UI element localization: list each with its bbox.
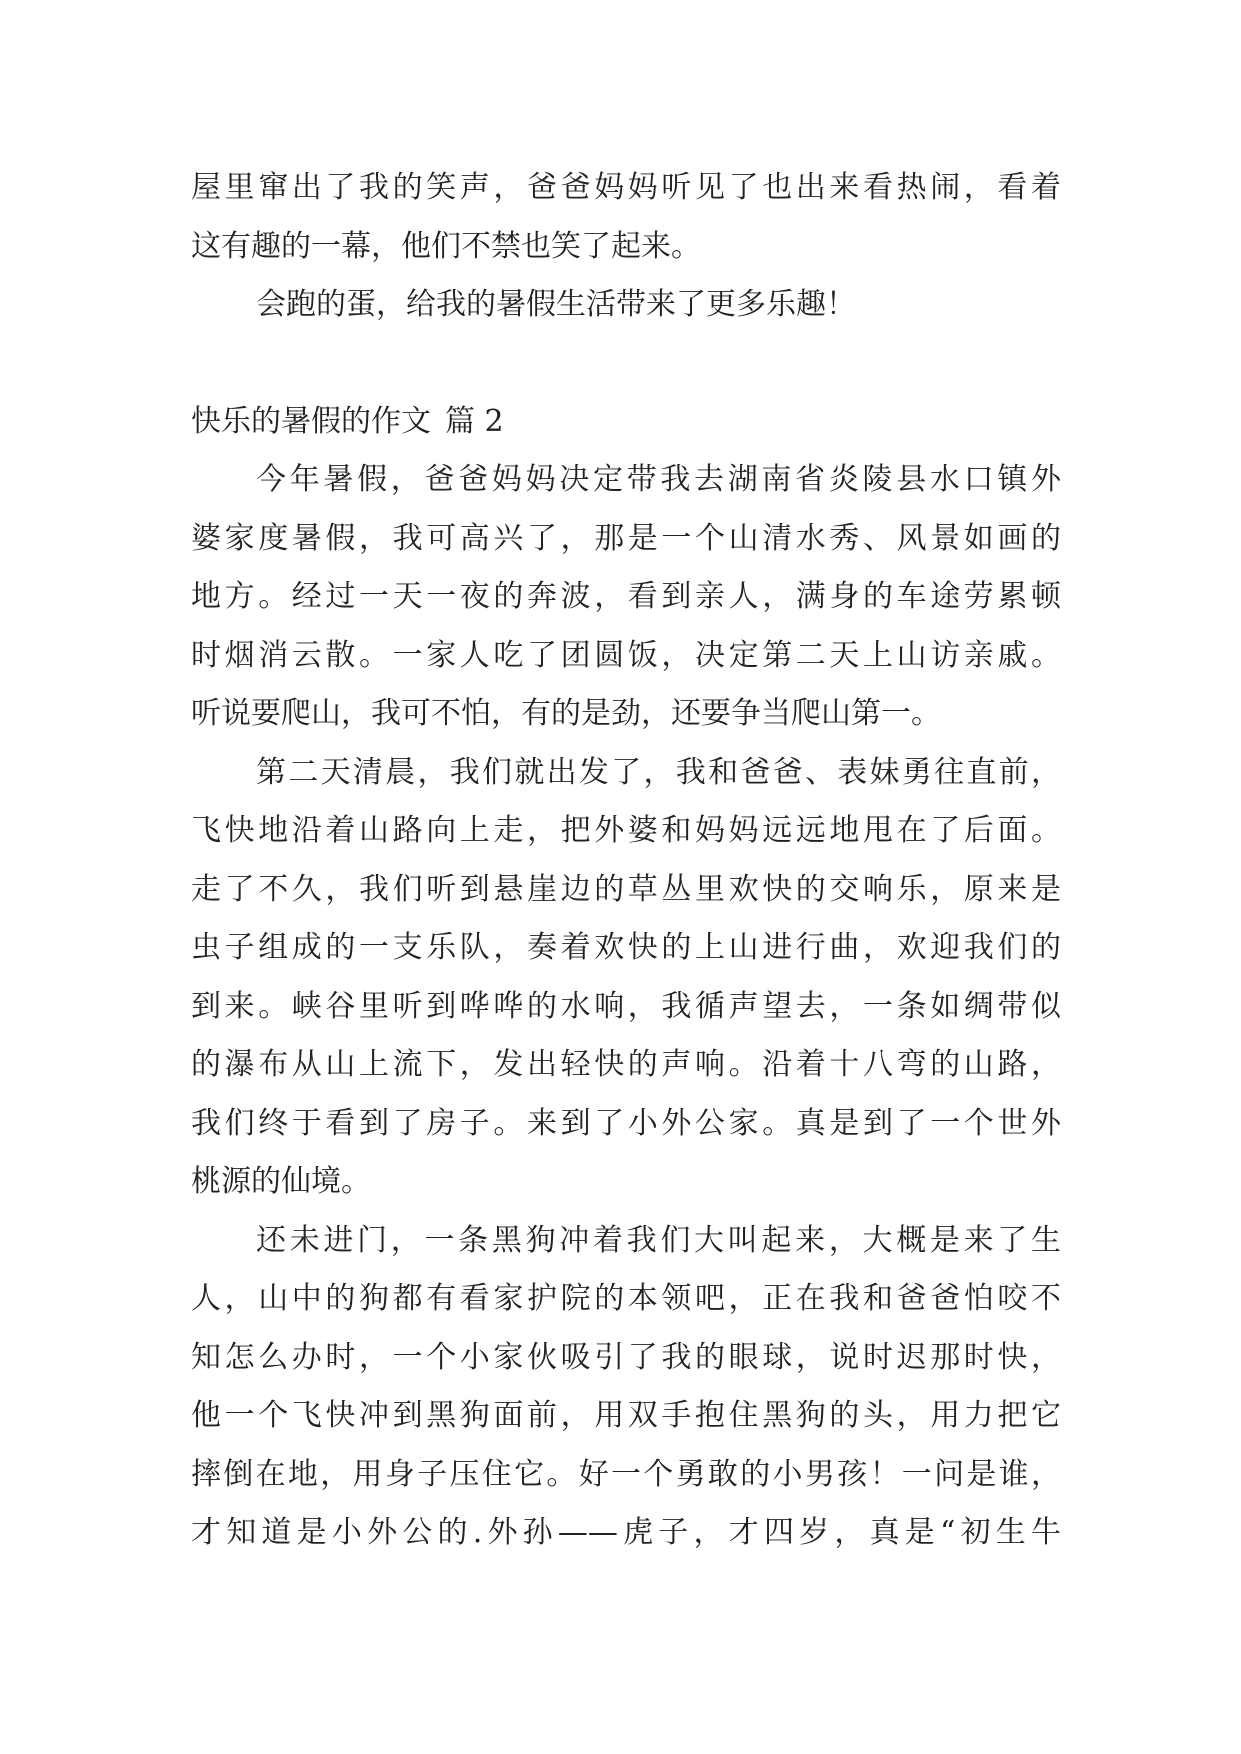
text-line: 第二天清晨，我们就出发了，我和爸爸、表妹勇往直前， bbox=[256, 754, 1061, 790]
section-heading bbox=[191, 393, 1061, 452]
section-title: 快乐的暑假的作文 bbox=[191, 403, 431, 439]
text-line: 知怎么办时，一个小家伙吸引了我的眼球，说时迟那时快， bbox=[191, 1339, 1061, 1375]
text-line: 走了不久，我们听到悬崖边的草丛里欢快的交响乐，原来是 bbox=[191, 871, 1061, 907]
text-line: 听说要爬山，我可不怕，有的是劲，还要争当爬山第一。 bbox=[191, 696, 941, 731]
text-line: 婆家度暑假，我可高兴了，那是一个山清水秀、风景如画的 bbox=[191, 520, 1061, 556]
text-line: 我们终于看到了房子。来到了小外公家。真是到了一个世外 bbox=[191, 1105, 1061, 1141]
document-body bbox=[191, 159, 1061, 1563]
text-line: 摔倒在地，用身子压住它。好一个勇敢的小男孩！一问是谁， bbox=[191, 1456, 1061, 1492]
text-line: 虫子组成的一支乐队，奏着欢快的上山进行曲，欢迎我们的 bbox=[191, 930, 1061, 965]
paragraph bbox=[191, 1212, 1061, 1563]
text-line: 这有趣的一幕，他们不禁也笑了起来。 bbox=[191, 228, 701, 264]
text-line: 他一个飞快冲到黑狗面前，用双手抱住黑狗的头，用力把它 bbox=[191, 1398, 1061, 1433]
text-line: 的瀑布从山上流下，发出轻快的声响。沿着十八弯的山路， bbox=[191, 1047, 1061, 1082]
text-line: 飞快地沿着山路向上走，把外婆和妈妈远远地甩在了后面。 bbox=[191, 813, 1061, 848]
closing-paragraph bbox=[191, 276, 1061, 335]
text-line: 屋里窜出了我的笑声，爸爸妈妈听见了也出来看热闹，看着 bbox=[191, 170, 1061, 205]
text-line: 还未进门，一条黑狗冲着我们大叫起来，大概是来了生 bbox=[256, 1222, 1061, 1258]
text-line: 人，山中的狗都有看家护院的本领吧，正在我和爸爸怕咬不 bbox=[191, 1281, 1061, 1316]
paragraph bbox=[191, 744, 1061, 1212]
continued-paragraph bbox=[191, 159, 1061, 276]
text-line: 才知道是小外公的.外孙——虎子，才四岁，真是“初生牛 bbox=[191, 1515, 1061, 1550]
text-line: 地方。经过一天一夜的奔波，看到亲人，满身的车途劳累顿 bbox=[191, 579, 1061, 614]
text-line: 桃源的仙境。 bbox=[191, 1164, 371, 1199]
text-line: 时烟消云散。一家人吃了团圆饭，决定第二天上山访亲戚。 bbox=[191, 637, 1061, 673]
paragraph bbox=[191, 451, 1061, 744]
text-line: 会跑的蛋，给我的暑假生活带来了更多乐趣！ bbox=[256, 287, 856, 322]
section-number: 篇 2 bbox=[445, 403, 504, 439]
text-line: 到来。峡谷里听到哗哗的水响，我循声望去，一条如绸带似 bbox=[191, 988, 1061, 1024]
section-gap bbox=[191, 335, 1061, 393]
text-line: 今年暑假，爸爸妈妈决定带我去湖南省炎陵县水口镇外 bbox=[256, 462, 1061, 497]
